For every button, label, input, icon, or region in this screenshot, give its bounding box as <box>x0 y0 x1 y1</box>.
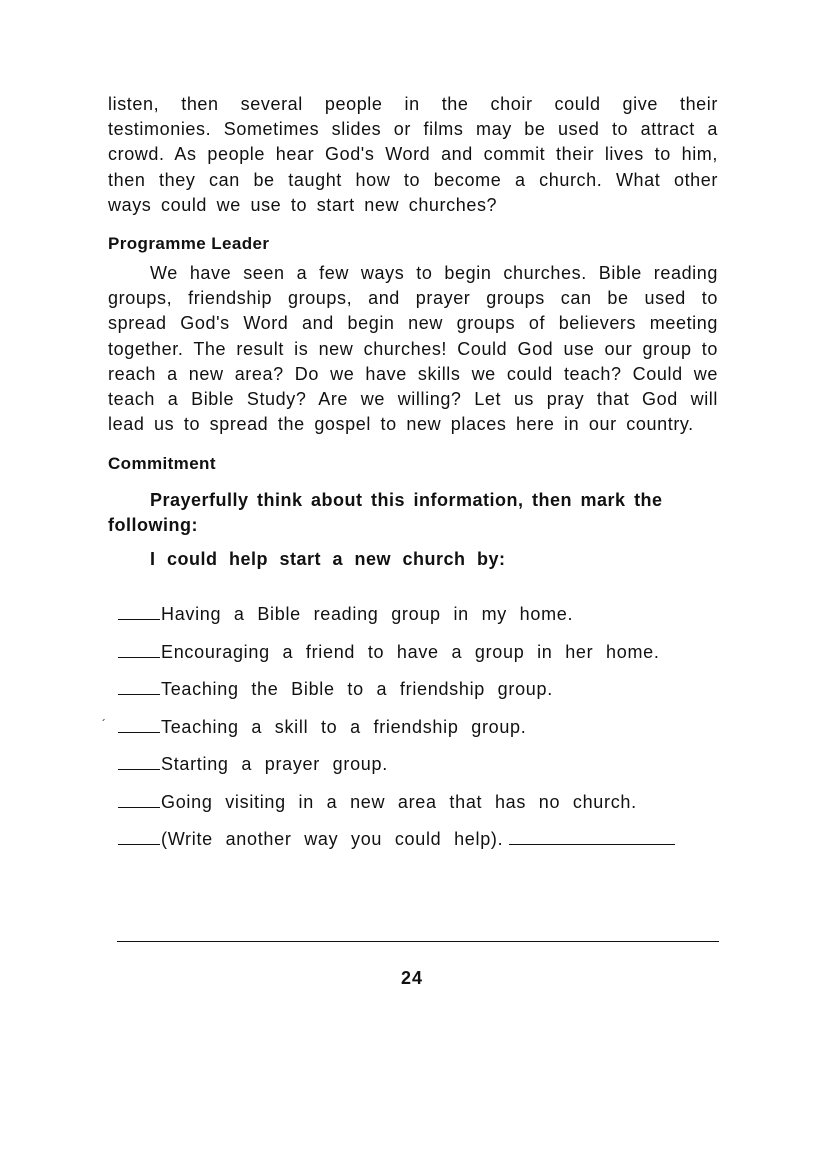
option-blank[interactable] <box>118 718 160 733</box>
commitment-prompt: I could help start a new church by: <box>150 549 506 570</box>
option-teach-bible <box>108 679 718 717</box>
option-label: Teaching the Bible to a friendship group. <box>161 679 553 700</box>
intro-paragraph: listen, then several people in the choir could give their testimonies. Sometimes slides or films may be used to attract a crowd. As people hear God's Word and commit their lives to him, then they can be taught how to become a church. What other ways could we use to start new churches? <box>108 94 718 215</box>
page-number: 24 <box>400 968 424 988</box>
commitment-options-list <box>102 604 718 867</box>
option-blank[interactable] <box>118 605 160 620</box>
option-bible-reading-home <box>108 604 718 642</box>
option-label: Encouraging a friend to have a group in her home. <box>161 641 660 662</box>
option-label: Teaching a skill to a friendship group. <box>161 716 527 737</box>
commitment-heading: Commitment <box>108 454 216 474</box>
option-blank[interactable] <box>118 830 160 845</box>
option-label: (Write another way you could help). <box>161 829 504 850</box>
option-visiting-new-area <box>108 792 718 830</box>
commitment-instruction: Prayerfully think about this information, then mark the following: <box>108 490 663 536</box>
option-blank[interactable] <box>118 755 160 770</box>
option-write-another-way <box>108 829 718 867</box>
option-prayer-group <box>108 754 718 792</box>
option-encourage-friend <box>108 642 718 680</box>
option-blank[interactable] <box>118 793 160 808</box>
pencil-tick-mark: ´ <box>102 716 107 731</box>
option-label: Going visiting in a new area that has no church. <box>161 791 637 812</box>
programme-leader-paragraph: We have seen a few ways to begin churches. Bible reading groups, friendship groups, and prayer groups can be used to spread God's Word and begin new groups of believers meeting together. The result is new churches! Could God use our group to reach a new area? Do we have skills we could teach? Could we teach a Bible Study? Are we willing? Let us pray that God will lead us to spread the gospel to new places here in our country. <box>108 263 718 435</box>
option-blank[interactable] <box>118 643 160 658</box>
option-label: Starting a prayer group. <box>161 754 388 775</box>
option-blank[interactable] <box>118 680 160 695</box>
write-in-continuation-line[interactable] <box>117 941 719 942</box>
option-label: Having a Bible reading group in my home. <box>161 604 574 625</box>
page-content <box>102 92 718 867</box>
write-in-line[interactable] <box>509 830 675 845</box>
option-teach-skill <box>102 716 718 755</box>
programme-leader-heading: Programme Leader <box>108 234 270 254</box>
